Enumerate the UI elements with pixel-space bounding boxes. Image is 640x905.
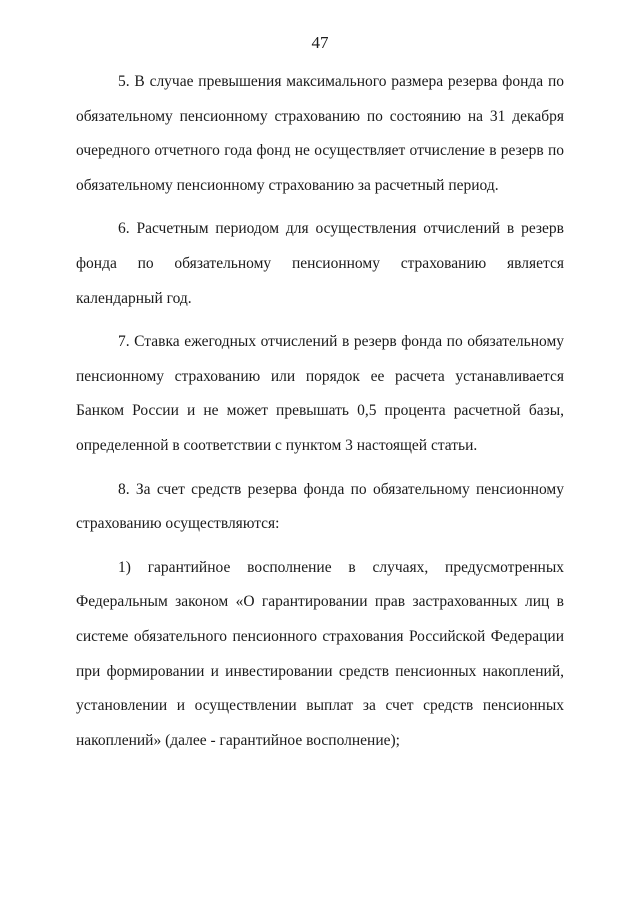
paragraph-8: 8. За счет средств резерва фонда по обязательному пенсионному страхованию осуществляются: (76, 480, 564, 533)
paragraph-6: 6. Расчетным периодом для осуществления отчислений в резерв фонда по обязательному пенсионному страхованию является календарный год. (76, 220, 564, 307)
page-number: 47 (311, 33, 329, 52)
paragraph-7: 7. Ставка ежегодных отчислений в резерв фонда по обязательному пенсионному страхованию или порядок ее расчета устанавливается Банком России и не может превышать 0,5 процента расчетной базы, определенной в соответствии с пунктом 3 настоящей статьи. (76, 333, 564, 454)
document-body (76, 65, 564, 767)
paragraph-5: 5. В случае превышения максимального размера резерва фонда по обязательному пенсионному страхованию по состоянию на 31 декабря очередного отчетного года фонд не осуществляет отчисление в резерв по обязательному пенсионному страхованию за расчетный период. (76, 73, 564, 194)
list-item-1: 1) гарантийное восполнение в случаях, предусмотренных Федеральным законом «О гарантировании прав застрахованных лиц в системе обязательного пенсионного страхования Российской Федерации при формировании и инвестировании средств пенсионных накоплений, установлении и осуществлении выплат за счет средств пенсионных накоплений» (далее - гарантийное восполнение); (76, 558, 564, 749)
